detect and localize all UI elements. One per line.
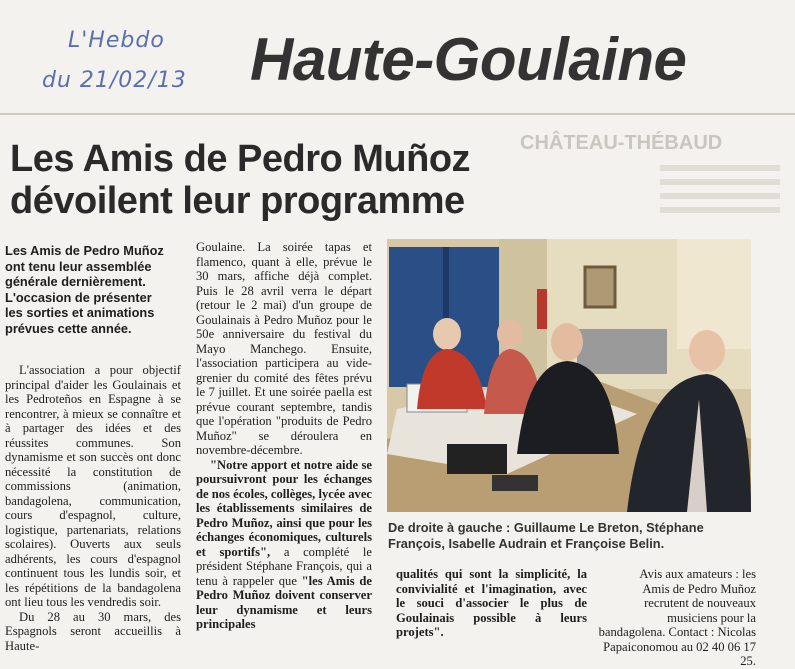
article-lead: Les Amis de Pedro Muñoz ont tenu leur assemblée générale dernièrement. L'occasion de présenter les sorties et animations prévues cette année.: [5, 243, 164, 336]
section-title: Haute-Goulaine: [250, 26, 687, 93]
paragraph: qualités qui sont la simplicité, la convivialité et l'imagination, avec le souci d'associer le plus de Goulainais possible à leurs projets".: [396, 567, 587, 639]
paragraph: [196, 458, 372, 632]
paragraph: Goulaine. La soirée tapas et flamenco, quant à elle, prévue le 30 mars, affiche déjà complet. Puis le 28 avril verra le départ (retour le 2 mai) d'un groupe de Goulainais à Pedro Muñoz pour le 50e anniversaire du festival du Mayo Manchego. Ensuite, l'association participera au vide-grenier du comité des fêtes prévu le 7 juillet. Et une soirée paella est prévue courant septembre, tandis que l'opération "produits de Pedro Muñoz" se déroulera en novembre-décembre.: [196, 240, 372, 457]
bleed-through-heading: CHÂTEAU-THÉBAUD: [520, 132, 723, 154]
quote-attribution: a complété le président Stéphane François, qui a tenu à rappeler que: [196, 544, 372, 588]
body-column-4: [598, 567, 756, 669]
article-photo: [387, 239, 751, 512]
body-column-1: [5, 363, 181, 653]
photo-caption: De droite à gauche : Guillaume Le Breton, Stéphane François, Isabelle Audrain et Françoise Belin.: [388, 520, 704, 551]
headline-line-1: Les Amis de Pedro Muñoz: [10, 138, 471, 180]
quote-bold: "Notre apport et notre aide se poursuivront pour les échanges de nos écoles, collèges, lycée avec les établissements similaires de Pedro Muñoz, ainsi que pour les échanges économiques, culturels et sportifs",: [196, 457, 372, 559]
article-headline: [10, 138, 470, 222]
handwritten-date: du 21/02/13: [42, 68, 187, 93]
body-column-2: [196, 240, 372, 632]
body-column-3: [396, 567, 587, 640]
headline-line-2: dévoilent leur programme: [10, 180, 465, 222]
paragraph: L'association a pour objectif principal d'aider les Goulainais et les Pedroteños en Espagne à se rencontrer, à mieux se connaître et à partager des idées et des réussites communes. Son dynamisme et son succès ont donc nécessité la constitution de commissions (animation, bandagolena, communication, cours d'espagnol, culture, logistique, partenariats, relations scolaires). Ouverts aux seuls adhérents, les cours d'espagnol continuent tous les lundis soir, et les répétitions de la bandagolena ont lieu tous les vendredis soir.: [5, 363, 181, 609]
quote-bold-2: "les Amis de Pedro Muñoz doivent conserver leur dynamisme et leurs principales: [196, 573, 372, 631]
paragraph: Du 28 au 30 mars, des Espagnols seront accueillis à Haute-: [5, 609, 181, 653]
paragraph: Avis aux amateurs : les Amis de Pedro Muñoz recrutent de nouveaux musiciens pour la bandagolena. Contact : Nicolas Papaiconomou au 02 40 06 17 25.: [598, 567, 756, 668]
header-rule: [0, 113, 795, 115]
handwritten-source: L'Hebdo: [68, 28, 165, 53]
meeting-photo-illustration: [387, 239, 751, 512]
bleed-through-lines: [660, 165, 780, 221]
